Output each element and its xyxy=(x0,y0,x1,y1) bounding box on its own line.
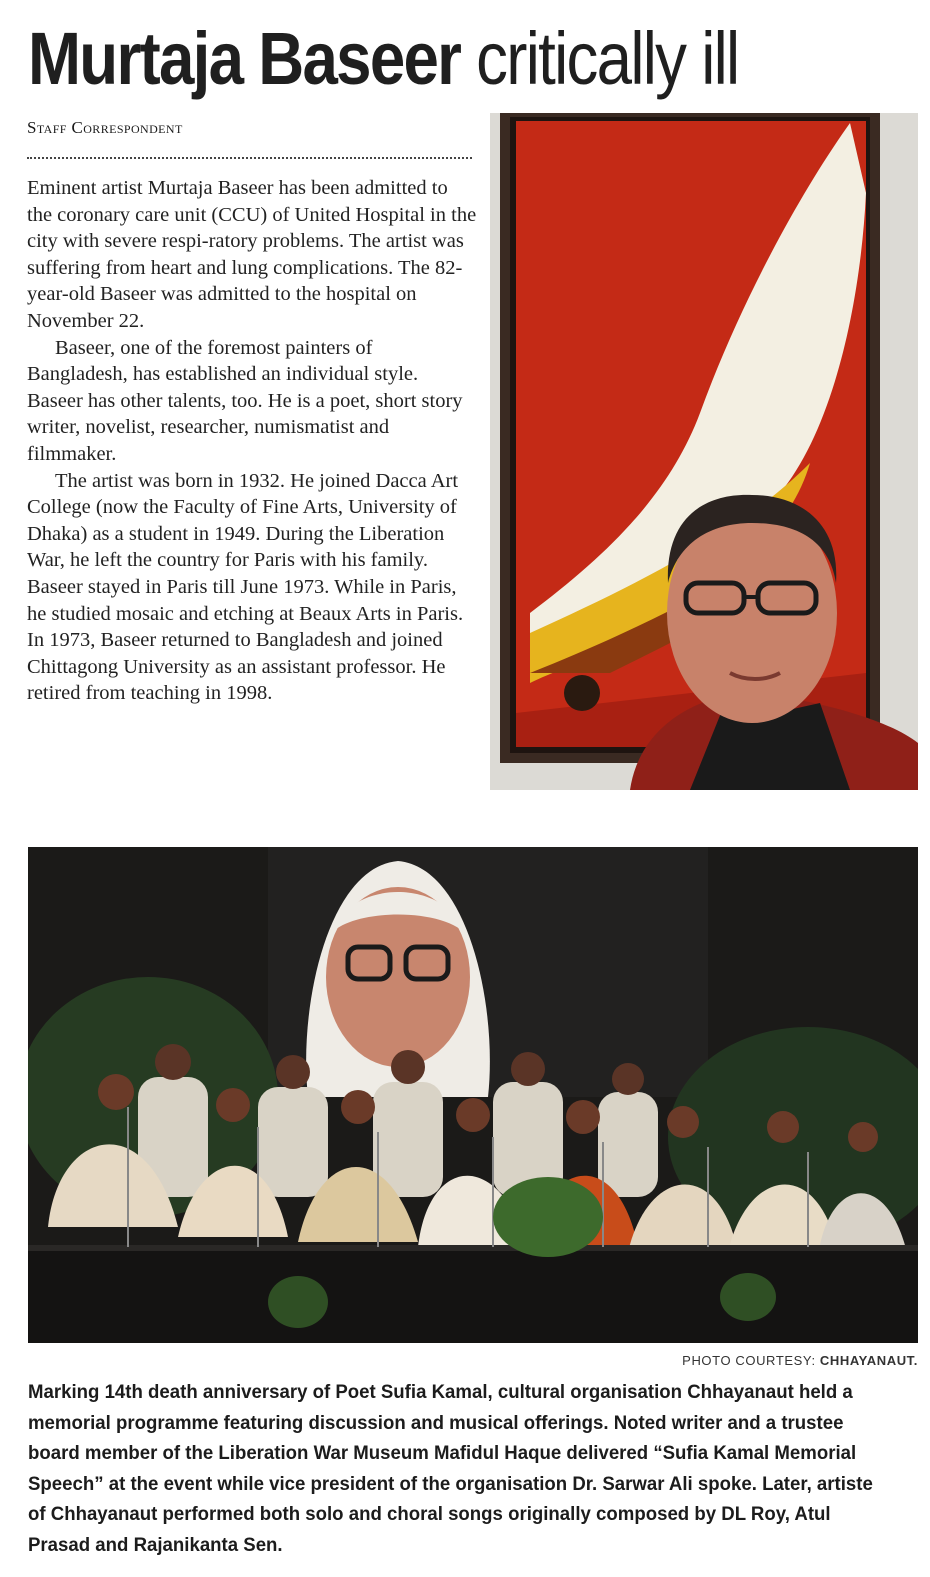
paragraph: Baseer, one of the foremost painters of Bangladesh, has established an individual style. Baseer has other talents, too. He is a poet, short story writer, novelist, researcher, numismatist and filmmaker. xyxy=(27,336,463,465)
photo-credit-prefix: PHOTO COURTESY: xyxy=(682,1353,816,1368)
photo-credit-source: CHHAYANAUT. xyxy=(819,1353,918,1368)
chhayanaut-performance-photo xyxy=(28,847,918,1343)
paragraph: The artist was born in 1932. He joined Dacca Art College (now the Faculty of Fine Arts, University of Dhaka) as a student in 1949. During the Liberation War, he left the country for Paris with his family. Baseer stayed in Paris till June 1973. While in Paris, he studied mosaic and etching at Beaux Arts in Paris. In 1973, Baseer returned to Bangladesh and joined Chittagong University as an assistant professor. He retired from teaching in 1998. xyxy=(27,469,464,705)
headline-light: critically ill xyxy=(476,17,739,100)
headline xyxy=(28,12,785,106)
photo-credit xyxy=(682,1353,918,1368)
photo-caption: Marking 14th death anniversary of Poet Sufia Kamal, cultural organisation Chhayanaut held a memorial programme featuring discussion and musical offerings. Noted writer and a trustee board member of the Liberation War Museum Mafidul Haque delivered “Sufia Kamal Memorial Speech” at the event while vice president of the organisation Dr. Sarwar Ali spoke. Later, artiste of Chhayanaut performed both solo and choral songs originally composed by DL Roy, Atul Prasad and Rajanikanta Sen. xyxy=(28,1381,873,1556)
paragraph: Eminent artist Murtaja Baseer has been admitted to the coronary care unit (CCU) of United Hospital in the city with severe respi-ratory problems. The artist was suffering from heart and lung complications. The 82-year-old Baseer was admitted to the hospital on November 22. xyxy=(27,177,477,332)
byline: Staff Correspondent xyxy=(27,118,183,137)
headline-bold: Murtaja Baseer xyxy=(28,17,461,100)
artist-portrait-photo xyxy=(490,113,918,790)
dotted-divider xyxy=(27,157,472,159)
article-body xyxy=(27,175,477,707)
